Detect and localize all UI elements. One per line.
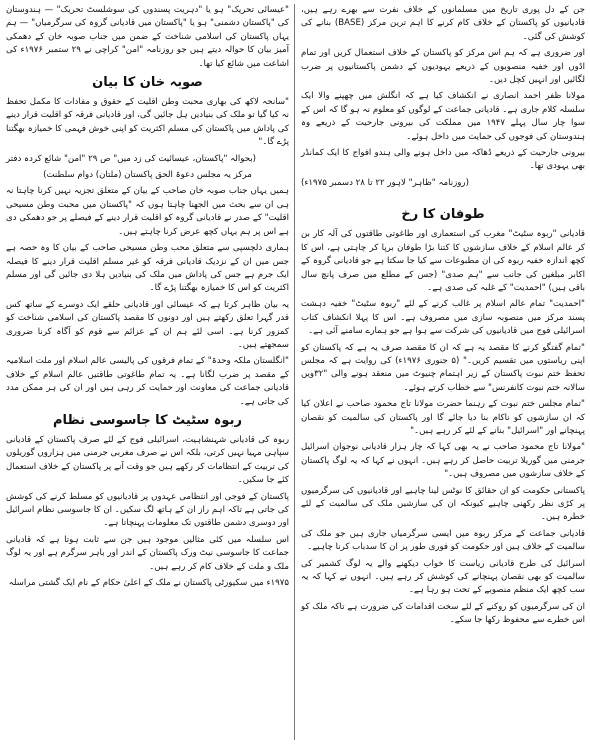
paragraph: "احمدیت" تمام عالم اسلام پر غالب کرنے کے لئے "ربوہ سٹیٹ" خفیہ دہشت پسند مرکز میں منصوبہ سازی میں مصروف ہے۔ اس کا پہلا انکشاف کتاب اسرائیلی فوج میں قادیانیوں کی شرکت سے ہوا ہے جو ہمارے سامنے آئی ہے۔ bbox=[301, 299, 585, 337]
paragraph: "مولانا تاج محمود صاحب نے یہ بھی کہا کہ چار ہزار قادیانی نوجوان اسرائیل جرمنی میں گوریلا تربیت حاصل کر رہے ہیں۔ انہوں نے کہا کہ یہ لوگ پاکستان کے خلاف سازشوں میں مصروف ہیں۔" bbox=[301, 442, 585, 480]
paragraph: ہمیں یہاں جناب صوبہ خان صاحب کے بیان کے متعلق تجزیہ نہیں کرنا چاہتا نہ ہی ان سے بحث میں الجھنا چاہتا ہوں کہ "پاکستان میں محبت وطن مسیحی اقلیت" کے صدر نے قادیانی گروہ کو اقلیت قرار دینے کے فیصلے پر جو دھمکی دی ہے اس پر ہم یہاں کچھ عرض کرنا چاہتے ہیں۔ bbox=[6, 186, 289, 237]
quote-paragraph: "سانحہ لاکھ کی بھاری محبت وطن اقلیت کے حقوق و مفادات کا مکمل تحفظ نہ کیا گیا تو ملک کی بنیادیں ہل جائیں گی، اور قادیانی فرقہ کو اقلیت قرار دینے کی پاداش میں پاکستان کی مسلم اکثریت کو اپنی خوش فہمی کا خمیازہ بھگتنا پڑے گا۔" bbox=[6, 97, 289, 148]
paragraph: قادیانی "ربوہ سٹیٹ" مغرب کی استعماری اور طاغوتی طاقتوں کی آلہ کار بن کر عالم اسلام کے خلاف سازشوں کا کتنا بڑا طوفان برپا کر چاہتی ہے، اس کا کچھ اندازہ خفیہ ربوہ کی ان مطبوعات سے کیا جا سکتا ہے جو قادیانی گروہ کے اکابر مبلغین کی جانب سے "ہم صدی" (جس کے مطلع میں صرف پانچ سال باقی ہیں) "احمدیت" کے غلبہ کی صدی ہے۔ bbox=[301, 229, 585, 293]
section-title-subah-khan: صوبہ خان کا بیان bbox=[92, 75, 203, 91]
paragraph: یہ بیان ظاہر کرتا ہے کہ عیسائی اور قادیانی حلقے ایک دوسرے کے ساتھ کس قدر گہرا تعلق رکھتے ہیں اور دونوں کا مقصد پاکستان کی اسلامی شناخت کو کمزور کرنا ہے۔ اسی لئے ہم ان کے عزائم سے قوم کو آگاہ کرنا ضروری سمجھتے ہیں۔ bbox=[6, 299, 289, 350]
paragraph: پاکستانی حکومت کو ان حقائق کا نوٹس لینا چاہیے اور قادیانیوں کی سرگرمیوں پر کڑی نظر رکھنی چاہیے کیونکہ ان کی سازشیں ملک کی سالمیت کے لئے خطرہ ہیں۔ bbox=[301, 485, 585, 523]
paragraph: مولانا ظفر احمد انصاری نے انکشاف کیا ہے کہ انگلش میں چھپنے والا ایک سلسلہ کلام جاری ہے۔ قادیانی جماعت کے لوگوں کو معلوم نہ ہو گا کہ اس کے سوا چار سال پہلے ۱۹۴۷ میں مملکت کی بیرونی جارحیت کے ذریعے وہ ہندوستان کی فوجوں کی حمایت میں داخل ہوئے۔ bbox=[301, 91, 585, 142]
paragraph: اسرائیل کی طرح قادیانی ریاست کا خواب دیکھنے والے یہ لوگ کشمیر کی سالمیت کو بھی نقصان پہنچانے کی کوشش کر رہے ہیں۔ انہوں نے کہا کہ یہ سب کچھ ایک منظم منصوبے کے تحت ہو رہا ہے۔ bbox=[301, 558, 585, 596]
paragraph: ربوہ کی قادیانی شہنشاہیت، اسرائیلی فوج کے لئے صرف پاکستان کے قادیانی سپاہی مہیا نہیں کرتی، بلکہ اس نے صرف مغربی جرمنی میں ہزاروں گوریلوں کی تربیت کے انتظامات کر رکھے ہیں جو وقت آنے پر پاکستان کے خلاف استعمال کئے جا سکیں۔ bbox=[6, 434, 289, 486]
left-column bbox=[6, 4, 289, 593]
paragraph: اور ضروری ہے کہ ہم اس مرکز کو پاکستان کے خلاف استعمال کریں اور تمام اڈوں اور خفیہ منصوبوں کے ذریعے یہودیوں کے دشمن پاکستانیوں پر ضرب لگائیں اور انہیں کچل دیں۔ bbox=[301, 48, 585, 86]
paragraph: قادیانی جماعت کے مرکز ربوہ میں ایسی سرگرمیاں جاری ہیں جو ملک کی سالمیت کے خلاف ہیں اور حکومت کو فوری طور پر ان کا سدباب کرنا چاہیے۔ bbox=[301, 528, 585, 553]
column-divider bbox=[294, 4, 295, 740]
section-title-toofan: طوفان کا رخ bbox=[401, 207, 485, 223]
paragraph: ۱۹۷۵ء میں سکیورٹی پاکستان نے ملک کے اعلیٰ حکام کے نام ایک گشتی مراسلہ bbox=[8, 578, 289, 589]
paragraph: "تمام مجلس ختم نبوت کے رہنما حضرت مولانا تاج محمود صاحب نے اعلان کیا کہ ان سازشوں کو ناکام بنا دیا جائے گا اور پاکستان کی سالمیت کو نقصان پہنچانے اور "اسرائیل" بنانے کے لئے کر رہے ہیں۔" bbox=[301, 399, 585, 436]
paragraph: ہماری دلچسپی سے متعلق محب وطن مسیحی صاحب کے بیان کا وہ حصہ ہے جس میں ان کے نزدیک قادیانی فرقہ کو غیر مسلم اقلیت قرار دینے کا فیصلہ ایک جرم ہے جس کی پاداش میں ملک کی بنیادیں ہلا دی جائیں گی اور مسلم اکثریت کو اس کا خمیازہ بھگتنا پڑے گا۔ bbox=[6, 243, 289, 294]
right-column bbox=[301, 4, 585, 631]
paragraph: "انگلستان ملکہ وحدۃ" کے تمام فرقوں کی پالیسی عالم اسلام اور ملت اسلامیہ کے مقصد پر ضرب لگانا ہے۔ یہ تمام طاغوتی طاقتیں عالم اسلام کے خلاف قادیانی جماعت کی معاونت اور حمایت کر رہی ہیں اور ان کی ہر ممکن مدد کی جاتی ہے۔ bbox=[6, 356, 289, 407]
source-reference: (روزنامہ "ظاہر" لاہور ۲۲ تا ۲۸ دسمبر ۱۹۷۵ء) bbox=[301, 177, 469, 188]
paragraph: جن کے دل پوری تاریخ میں مسلمانوں کے خلاف نفرت سے بھرے رہے ہیں، قادیانیوں کو پاکستان کے خلاف کام کرنے کا اہم ترین مرکز (BASE) بنانے کی کوشش کی گئی۔ bbox=[301, 5, 585, 42]
paragraph: "تمام گفتگو کرنے کا مقصد یہ ہے کہ ان کا مقصد صرف یہ ہے کہ پاکستان کو اپنی ریاستوں میں تقسیم کریں۔" (۵ جنوری ۱۹۷۶ء) کی روایت ہے کہ مجلس تحفظ ختم نبوت پاکستان کے زیر اہتمام چنیوٹ میں منعقد ہونے والی "۳۲ویں سالانہ ختم نبوت کانفرنس" سے خطاب کرتے ہوئے۔ bbox=[301, 342, 585, 393]
quote-reference: (بحوالہ "پاکستان، عیسائیت کی زد میں" ص ۲۹ "امن" شائع کردہ دفتر bbox=[6, 153, 257, 164]
paragraph: بیرونی جارحیت کے ذریعے ڈھاکہ میں داخل ہونے والی ہندو افواج کا ایک کمانڈر بھی یہودی تھا۔ bbox=[301, 148, 585, 172]
intro-paragraph: "عیسائی تحریک" ہو یا "دہریت پسندوں کی سوشلسٹ تحریک" — ہندوستان کی "پاکستان دشمنی" ہو یا "پاکستان میں قادیانی گروہ کی سرگرمیاں" — ہم یہاں پاکستان کی اسلامی شناخت کے ضمن میں جناب صوبہ خان کے دھمکی آمیز بیان کا حوالہ دیتے ہیں جو روزنامہ "امن" کراچی نے ۲۹ ستمبر ۱۹۷۶ء کی اشاعت میں شائع کیا تھا۔ bbox=[6, 5, 289, 69]
paragraph: ان کی سرگرمیوں کو روکنے کے لئے سخت اقدامات کی ضرورت ہے تاکہ ملک کو اس خطرے سے محفوظ رکھا جا سکے۔ bbox=[301, 601, 585, 626]
quote-reference: مرکز یہ مجلس دعوۃ الحق پاکستان (ملتان) دوام سلطنت) bbox=[43, 170, 252, 181]
paragraph: اس سلسلہ میں کئی مثالیں موجود ہیں جن سے ثابت ہوتا ہے کہ قادیانی جماعت کا جاسوسی نیٹ ورک پاکستان کے اندر اور باہر سرگرم ہے اور یہ لوگ ملک و ملت کے خلاف کام کر رہے ہیں۔ bbox=[6, 534, 289, 572]
section-title-rabwah-state: ربوہ سٹیٹ کا جاسوسی نظام bbox=[53, 412, 242, 428]
paragraph: پاکستان کے فوجی اور انتظامی عہدوں پر قادیانیوں کو مسلط کرنے کی کوشش کی جاتی ہے تاکہ اہم راز ان کے ہاتھ لگ سکیں۔ ان کا جاسوسی نظام اسرائیل اور دوسری دشمن طاقتوں تک معلومات پہنچاتا ہے۔ bbox=[6, 491, 289, 529]
